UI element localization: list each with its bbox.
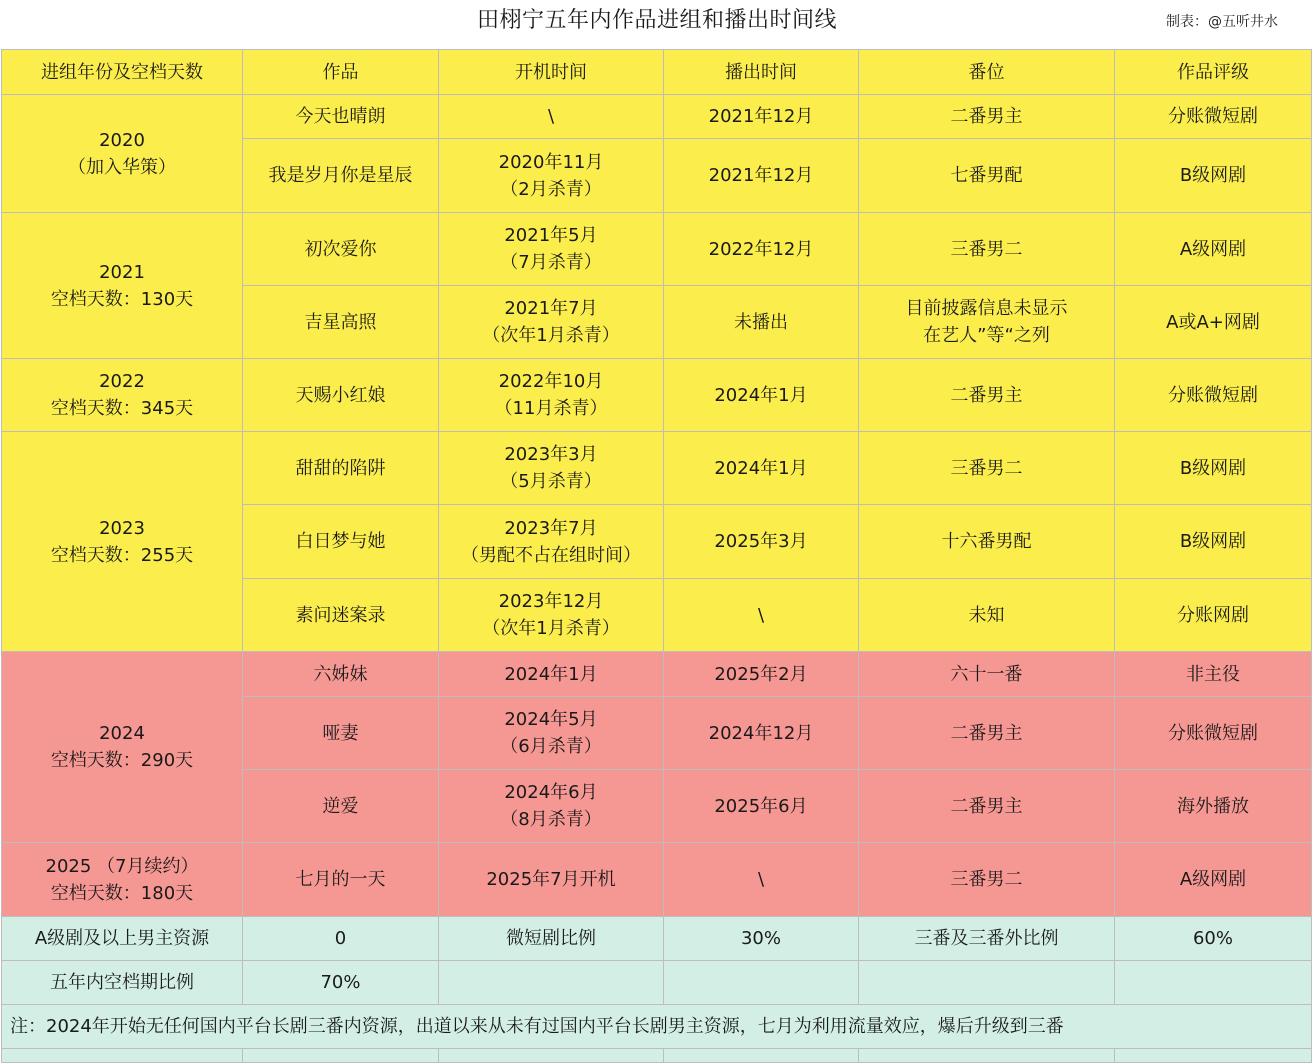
billing: 六十一番 — [859, 652, 1115, 697]
empty-cell — [859, 1049, 1115, 1063]
table-row — [2, 359, 1312, 432]
work-name: 今天也晴朗 — [243, 95, 439, 139]
air-time: 未播出 — [664, 286, 859, 359]
start-time: 2024年6月 （8月杀青） — [439, 770, 664, 843]
grade: 分账微短剧 — [1115, 697, 1312, 770]
grade: B级网剧 — [1115, 432, 1312, 505]
start-time: 2023年3月 （5月杀青） — [439, 432, 664, 505]
start-time: 2024年1月 — [439, 652, 664, 697]
year-cell: 2020 （加入华策） — [2, 95, 243, 213]
empty-cell — [1115, 1049, 1312, 1063]
work-name: 逆爱 — [243, 770, 439, 843]
header-row — [2, 50, 1312, 95]
summary-cell — [664, 961, 859, 1005]
header-cell: 进组年份及空档天数 — [2, 50, 243, 95]
start-time: 2025年7月开机 — [439, 843, 664, 917]
year-cell: 2023 空档天数：255天 — [2, 432, 243, 652]
table-row — [2, 432, 1312, 505]
year-cell: 2022 空档天数：345天 — [2, 359, 243, 432]
billing: 未知 — [859, 579, 1115, 652]
grade: A级网剧 — [1115, 843, 1312, 917]
summary-cell: 30% — [664, 917, 859, 961]
billing: 二番男主 — [859, 697, 1115, 770]
work-name: 哑妻 — [243, 697, 439, 770]
summary-cell — [439, 961, 664, 1005]
grade: 分账微短剧 — [1115, 95, 1312, 139]
grade: B级网剧 — [1115, 505, 1312, 579]
summary-cell: 70% — [243, 961, 439, 1005]
grade: 分账网剧 — [1115, 579, 1312, 652]
work-name: 甜甜的陷阱 — [243, 432, 439, 505]
air-time: 2025年6月 — [664, 770, 859, 843]
air-time: 2021年12月 — [664, 139, 859, 213]
start-time: 2022年10月 （11月杀青） — [439, 359, 664, 432]
empty-cell — [243, 1049, 439, 1063]
year-cell: 2025 （7月续约） 空档天数：180天 — [2, 843, 243, 917]
billing: 二番男主 — [859, 359, 1115, 432]
table-row — [2, 843, 1312, 917]
empty-cell — [439, 1049, 664, 1063]
air-time: \ — [664, 579, 859, 652]
summary-cell: 微短剧比例 — [439, 917, 664, 961]
year-cell: 2021 空档天数：130天 — [2, 213, 243, 359]
year-cell: 2024 空档天数：290天 — [2, 652, 243, 843]
header-cell: 作品 — [243, 50, 439, 95]
page-title: 田栩宁五年内作品进组和播出时间线 — [476, 8, 837, 33]
billing: 二番男主 — [859, 770, 1115, 843]
billing: 七番男配 — [859, 139, 1115, 213]
work-name: 六姊妹 — [243, 652, 439, 697]
header-cell: 番位 — [859, 50, 1115, 95]
billing: 三番男二 — [859, 432, 1115, 505]
summary-row — [2, 917, 1312, 961]
table-row — [2, 652, 1312, 697]
summary-row — [2, 961, 1312, 1005]
air-time: 2024年12月 — [664, 697, 859, 770]
table-row — [2, 213, 1312, 286]
work-name: 素问迷案录 — [243, 579, 439, 652]
start-time: 2023年7月 （男配不占在组时间） — [439, 505, 664, 579]
work-name: 初次爱你 — [243, 213, 439, 286]
grade: B级网剧 — [1115, 139, 1312, 213]
air-time: 2025年2月 — [664, 652, 859, 697]
grade: 分账微短剧 — [1115, 359, 1312, 432]
summary-cell: 0 — [243, 917, 439, 961]
table-row — [2, 95, 1312, 139]
summary-cell — [859, 961, 1115, 1005]
summary-cell: A级剧及以上男主资源 — [2, 917, 243, 961]
start-time: 2024年5月 （6月杀青） — [439, 697, 664, 770]
empty-cell — [2, 1049, 243, 1063]
start-time: 2020年11月 （2月杀青） — [439, 139, 664, 213]
summary-cell: 60% — [1115, 917, 1312, 961]
note-text: 注：2024年开始无任何国内平台长剧三番内资源，出道以来从未有过国内平台长剧男主资源，七月为利用流量效应，爆后升级到三番 — [2, 1005, 1312, 1049]
start-time: 2021年7月 （次年1月杀青） — [439, 286, 664, 359]
billing: 三番男二 — [859, 213, 1115, 286]
air-time: 2024年1月 — [664, 359, 859, 432]
header-cell: 作品评级 — [1115, 50, 1312, 95]
billing: 二番男主 — [859, 95, 1115, 139]
billing: 目前披露信息未显示 在艺人”等“之列 — [859, 286, 1115, 359]
work-name: 天赐小红娘 — [243, 359, 439, 432]
credit-text: 制表：@五听井水 — [1166, 14, 1278, 30]
trailing-row — [2, 1049, 1312, 1063]
work-name: 吉星高照 — [243, 286, 439, 359]
summary-cell: 三番及三番外比例 — [859, 917, 1115, 961]
air-time: 2025年3月 — [664, 505, 859, 579]
billing: 十六番男配 — [859, 505, 1115, 579]
timeline-table — [1, 49, 1312, 1063]
air-time: 2022年12月 — [664, 213, 859, 286]
air-time: \ — [664, 843, 859, 917]
note-row — [2, 1005, 1312, 1049]
header-cell: 播出时间 — [664, 50, 859, 95]
grade: 非主役 — [1115, 652, 1312, 697]
air-time: 2024年1月 — [664, 432, 859, 505]
start-time: 2021年5月 （7月杀青） — [439, 213, 664, 286]
grade: 海外播放 — [1115, 770, 1312, 843]
header-cell: 开机时间 — [439, 50, 664, 95]
grade: A级网剧 — [1115, 213, 1312, 286]
start-time: \ — [439, 95, 664, 139]
grade: A或A+网剧 — [1115, 286, 1312, 359]
summary-cell: 五年内空档期比例 — [2, 961, 243, 1005]
billing: 三番男二 — [859, 843, 1115, 917]
air-time: 2021年12月 — [664, 95, 859, 139]
summary-cell — [1115, 961, 1312, 1005]
work-name: 白日梦与她 — [243, 505, 439, 579]
work-name: 我是岁月你是星辰 — [243, 139, 439, 213]
start-time: 2023年12月 （次年1月杀青） — [439, 579, 664, 652]
empty-cell — [664, 1049, 859, 1063]
work-name: 七月的一天 — [243, 843, 439, 917]
